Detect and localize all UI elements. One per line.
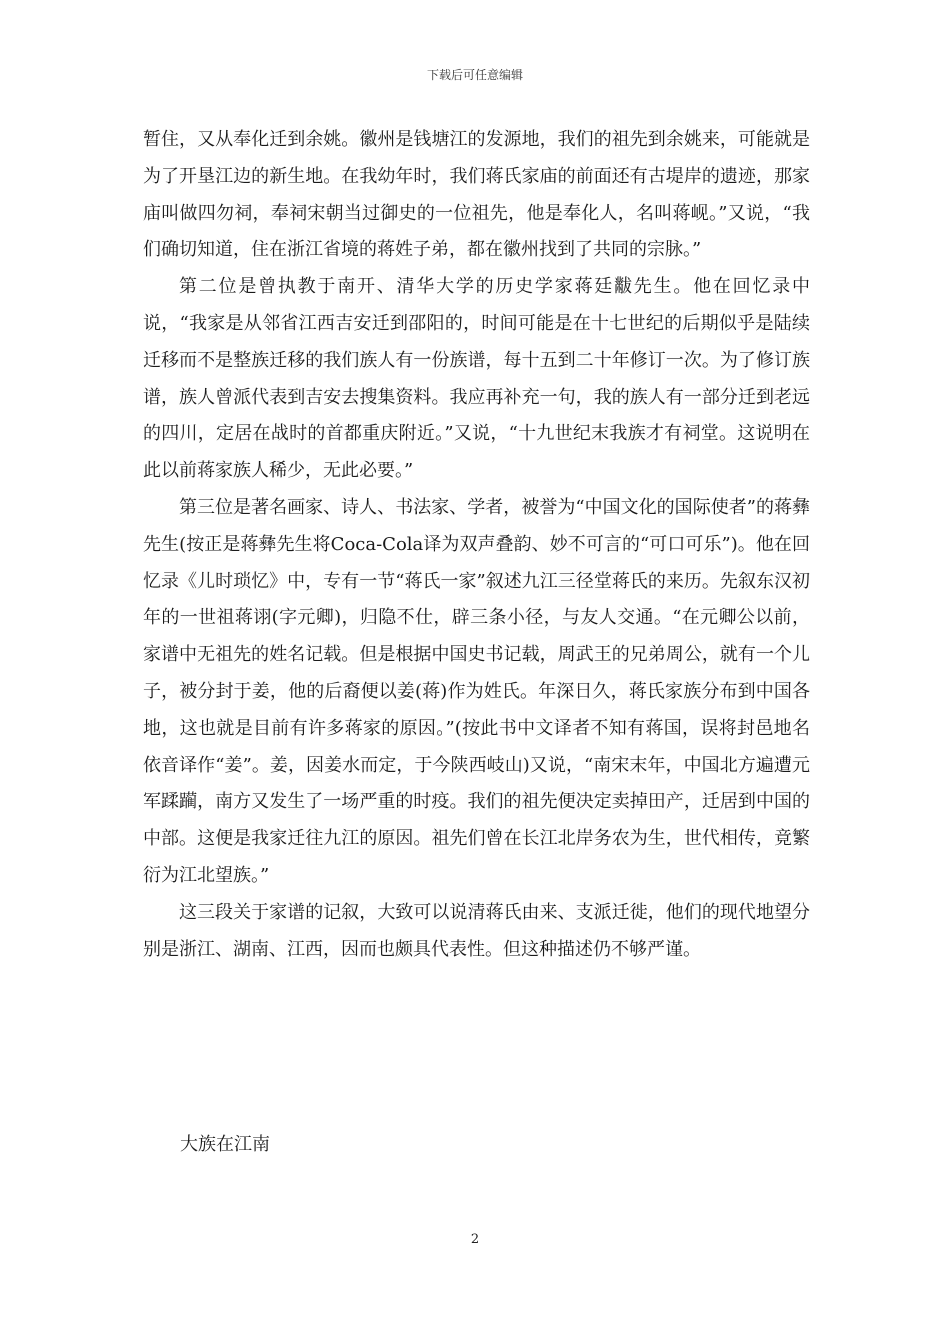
header-note: 下载后可任意编辑 bbox=[426, 68, 523, 82]
page-number: 2 bbox=[470, 1232, 480, 1247]
document-body bbox=[143, 122, 810, 968]
paragraph-second-person: 第二位是曾执教于南开、清华大学的历史学家蒋廷黻先生。他在回忆录中说，“我家是从邻省江西吉安迁到邵阳的，时间可能是在十七世纪的后期似乎是陆续迁移而不是整族迁移的我们族人有一份族谱，每十五到二十年修订一次。为了修订族谱，族人曾派代表到吉安去搜集资料。我应再补充一句，我的族人有一部分迁到老远的四川，定居在战时的首都重庆附近。”又说，“十九世纪末我族才有祠堂。这说明在此以前蒋家族人稀少，无此必要。” bbox=[143, 276, 810, 482]
paragraph-continuation: 暂住，又从奉化迁到余姚。徽州是钱塘江的发源地，我们的祖先到余姚来，可能就是为了开垦江边的新生地。在我幼年时，我们蒋氏家庙的前面还有古堤岸的遗迹，那家庙叫做四勿祠，奉祠宋朝当过御史的一位祖先，他是奉化人，名叫蒋岘。”又说，“我们确切知道，住在浙江省境的蒋姓子弟，都在徽州找到了共同的宗脉。” bbox=[143, 129, 810, 261]
section-heading: 大族在江南 bbox=[180, 1134, 270, 1155]
paragraph-summary: 这三段关于家谱的记叙，大致可以说清蒋氏由来、支派迁徙，他们的现代地望分别是浙江、湖南、江西，因而也颇具代表性。但这种描述仍不够严谨。 bbox=[143, 901, 810, 960]
paragraph-third-person: 第三位是著名画家、诗人、书法家、学者，被誉为“中国文化的国际使者”的蒋彝先生(按正是蒋彝先生将Coca-Cola译为双声叠韵、妙不可言的“可口可乐”)。他在回忆录《儿时琐忆》中，专有一节“蒋氏一家”叙述九江三径堂蒋氏的来历。先叙东汉初年的一世祖蒋诩(字元卿)，归隐不仕，辟三条小径，与友人交通。“在元卿公以前，家谱中无祖先的姓名记载。但是根据中国史书记载，周武王的兄弟周公，就有一个儿子，被分封于姜，他的后裔便以姜(蒋)作为姓氏。年深日久，蒋氏家族分布到中国各地，这也就是目前有许多蒋家的原因。”(按此书中文译者不知有蒋国，误将封邑地名依音译作“姜”。姜，因姜水而定，于今陕西岐山)又说，“南宋末年，中国北方遍遭元军蹂躏，南方又发生了一场严重的时疫。我们的祖先便决定卖掉田产，迁居到中国的中部。这便是我家迁往九江的原因。祖先们曾在长江北岸务农为生，世代相传，竟繁衍为江北望族。” bbox=[143, 496, 810, 886]
